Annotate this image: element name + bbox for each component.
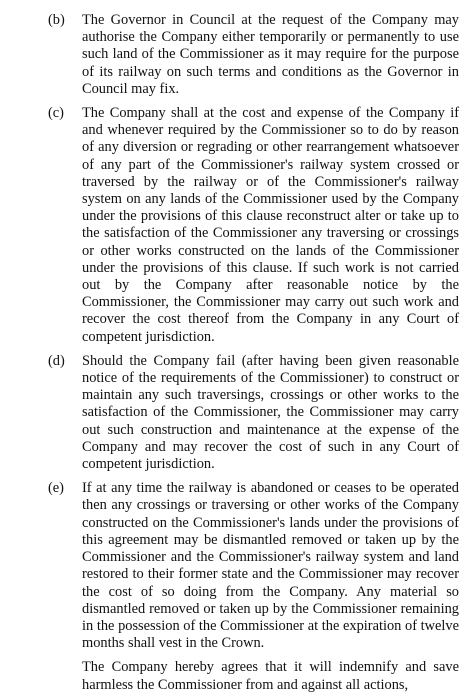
clause-text: The Governor in Council at the request of the Company may authorise the Company either temporarily or permanently to use such land of the Commissioner as it may require for the purpose of its railway on such terms and conditions as the Governor in Council may fix.: [82, 12, 459, 97]
clause-c: [48, 105, 459, 346]
clause-text: The Company shall at the cost and expense of the Company if and whenever required by the Commissioner so to do by reason of any diversion or regrading or other rearrangement whatsoever of any part of the Commissioner's railway system crossed or traversed by the railway or of the Commissioner's railway system on any lands of the Commissioner used by the Company under the provisions of this clause reconstruct alter or take up to the satisfaction of the Commissioner any traversing or crossings or other works constructed on the lands of the Commissioner under the provisions of this clause. If such work is not carried out by the Company after reasonable notice by the Commissioner, the Commissioner may carry out such work and recover the cost thereof from the Company in any Court of competent jurisdiction.: [82, 105, 459, 345]
clause-b: [48, 12, 459, 98]
clause-text: Should the Company fail (after having been given reasonable notice of the requirements of the Commissioner) to construct or maintain any such traversings, crossings or other works to the satisfaction of the Commissioner, the Commissioner may carry out such construction and maintenance at the expense of the Company and may recover the cost of such in any Court of competent jurisdiction.: [82, 352, 459, 473]
clause-e: [48, 480, 459, 652]
clause-label: (c): [48, 105, 64, 122]
clause-label: (b): [48, 12, 65, 28]
clause-d: [48, 353, 459, 473]
clause-text: If at any time the railway is abandoned or ceases to be operated then any crossings or traversing or other works of the Company constructed on the Commissioner's lands under the provisions of this agreement may be dismantled removed or taken up by the Commissioner and the Commissioner's railway system and land restored to their former state and the Commissioner may recover the cost of so doing from the Company. Any material so dismantled removed or taken up by the Commissioner remaining in the possession of the Commissioner at the expiration of twelve months shall vest in the Crown.: [82, 480, 459, 652]
clause-label: (e): [48, 480, 64, 497]
closing-paragraph: The Company hereby agrees that it will indemnify and save harmless the Commissioner from and against all actions,: [82, 659, 459, 693]
clause-label: (d): [48, 352, 65, 369]
